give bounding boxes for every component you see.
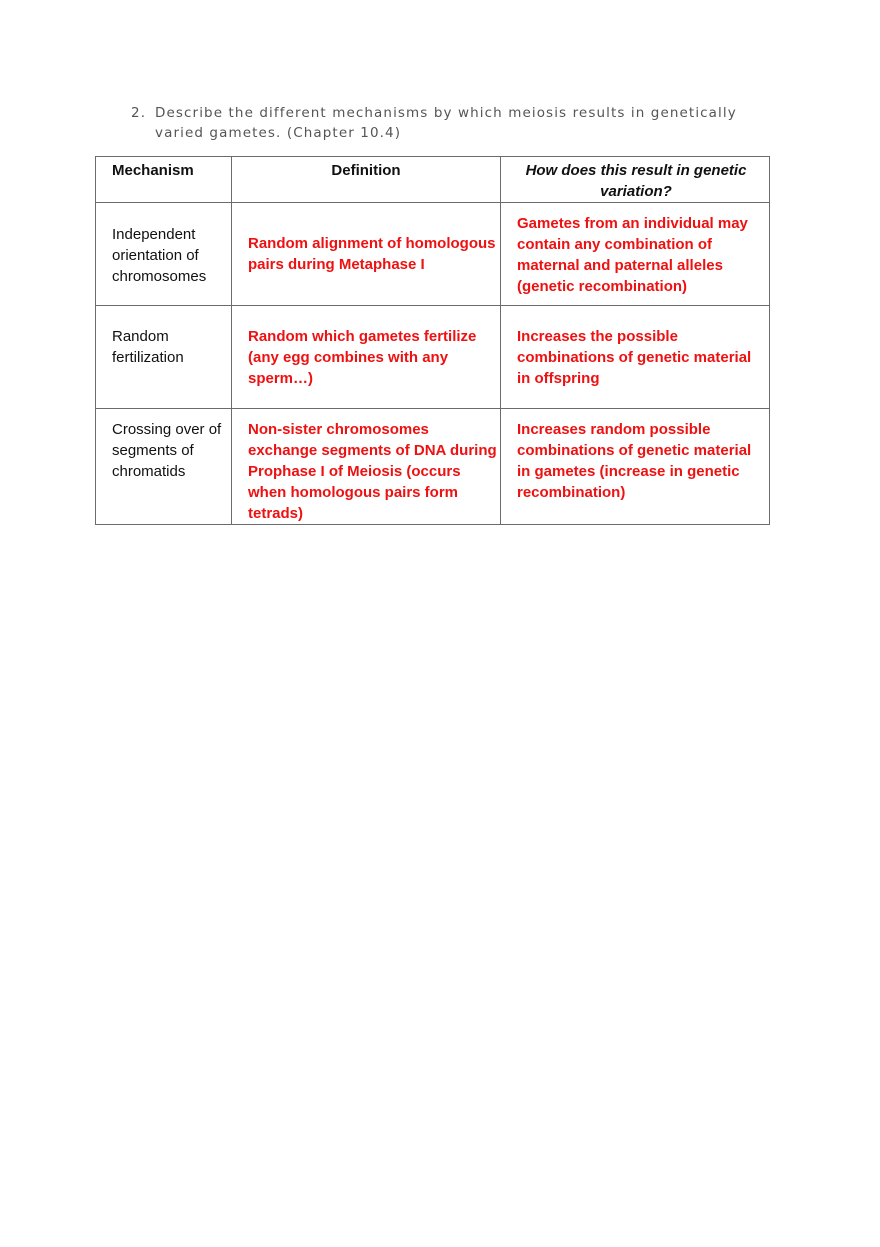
variation-cell: Increases the possible combinations of genetic material in offspring — [501, 306, 770, 409]
variation-cell: Gametes from an individual may contain any combination of maternal and paternal alleles (genetic recombination) — [501, 203, 770, 306]
table-row — [96, 203, 770, 306]
definition-cell: Non-sister chromosomes exchange segments of DNA during Prophase I of Meiosis (occurs when homologous pairs form tetrads) — [232, 409, 501, 525]
question-text: Describe the different mechanisms by which meiosis results in genetically varied gametes. (Chapter 10.4) — [155, 105, 737, 141]
meiosis-mechanisms-table — [95, 156, 770, 525]
mechanism-cell: Crossing over of segments of chromatids — [96, 409, 232, 525]
mechanism-cell: Independent orientation of chromosomes — [96, 203, 232, 306]
definition-cell: Random which gametes fertilize (any egg combines with any sperm…) — [232, 306, 501, 409]
variation-cell: Increases random possible combinations of genetic material in gametes (increase in genetic recombination) — [501, 409, 770, 525]
header-definition: Definition — [232, 157, 501, 203]
header-variation: How does this result in genetic variation? — [501, 157, 770, 203]
table-header-row — [96, 157, 770, 203]
mechanism-cell: Random fertilization — [96, 306, 232, 409]
definition-cell: Random alignment of homologous pairs during Metaphase I — [232, 203, 501, 306]
question-number: 2. — [131, 105, 147, 121]
header-mechanism: Mechanism — [96, 157, 232, 203]
table-row — [96, 306, 770, 409]
question-prompt — [131, 103, 771, 143]
table-row — [96, 409, 770, 525]
